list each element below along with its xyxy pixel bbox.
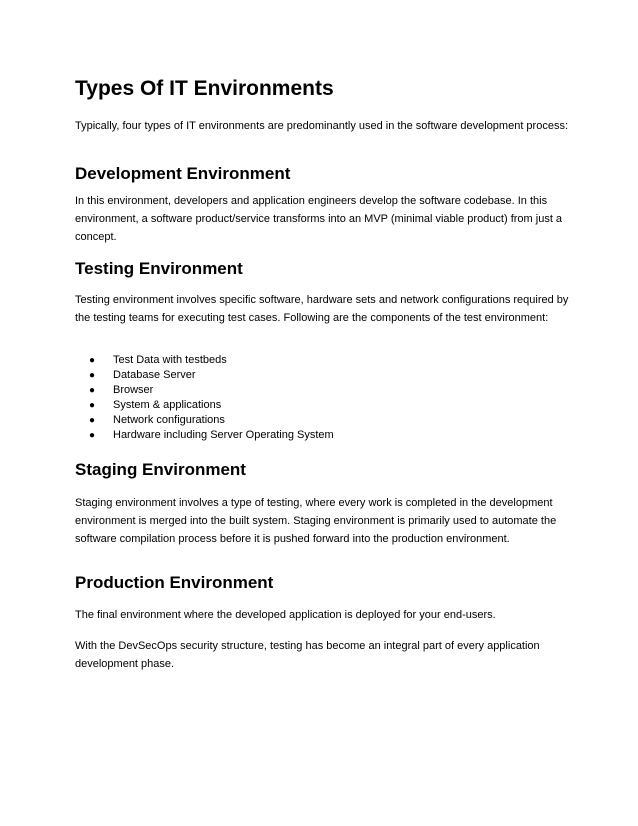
heading-testing-environment: Testing Environment [75, 259, 243, 278]
list-item-text: Hardware including Server Operating System [113, 429, 334, 441]
development-paragraph: In this environment, developers and application engineers develop the software codebase. In this environment, a software product/service transforms into an MVP (minimal viable product) from just a concept. [75, 195, 563, 243]
heading-production-environment: Production Environment [75, 573, 274, 592]
list-item-text: System & applications [113, 399, 222, 411]
list-item-text: Database Server [113, 369, 196, 381]
production-paragraph-2: With the DevSecOps security structure, testing has become an integral part of every application development phase. [75, 640, 540, 670]
intro-paragraph: Typically, four types of IT environments are predominantly used in the software development process: [75, 120, 569, 132]
testing-paragraph: Testing environment involves specific software, hardware sets and network configurations required by the testing teams for executing test cases. Following are the components of the test environment: [75, 294, 569, 324]
list-item-text: Network configurations [113, 414, 225, 426]
bullet-icon: ● [89, 355, 96, 366]
bullet-icon: ● [89, 400, 96, 411]
page-title: Types Of IT Environments [75, 77, 334, 100]
heading-development-environment: Development Environment [75, 164, 291, 183]
bullet-icon: ● [89, 415, 96, 426]
list-item-text: Test Data with testbeds [113, 354, 227, 366]
list-item-text: Browser [113, 384, 154, 396]
bullet-icon: ● [89, 385, 96, 396]
heading-staging-environment: Staging Environment [75, 460, 246, 479]
staging-paragraph: Staging environment involves a type of testing, where every work is completed in the development environment is merged into the built system. Staging environment is primarily used to automate the software compilation process before it is pushed forward into the production environment. [75, 497, 557, 545]
production-paragraph-1: The final environment where the developed application is deployed for your end-users. [75, 609, 496, 621]
bullet-icon: ● [89, 370, 96, 381]
bullet-icon: ● [89, 430, 96, 441]
